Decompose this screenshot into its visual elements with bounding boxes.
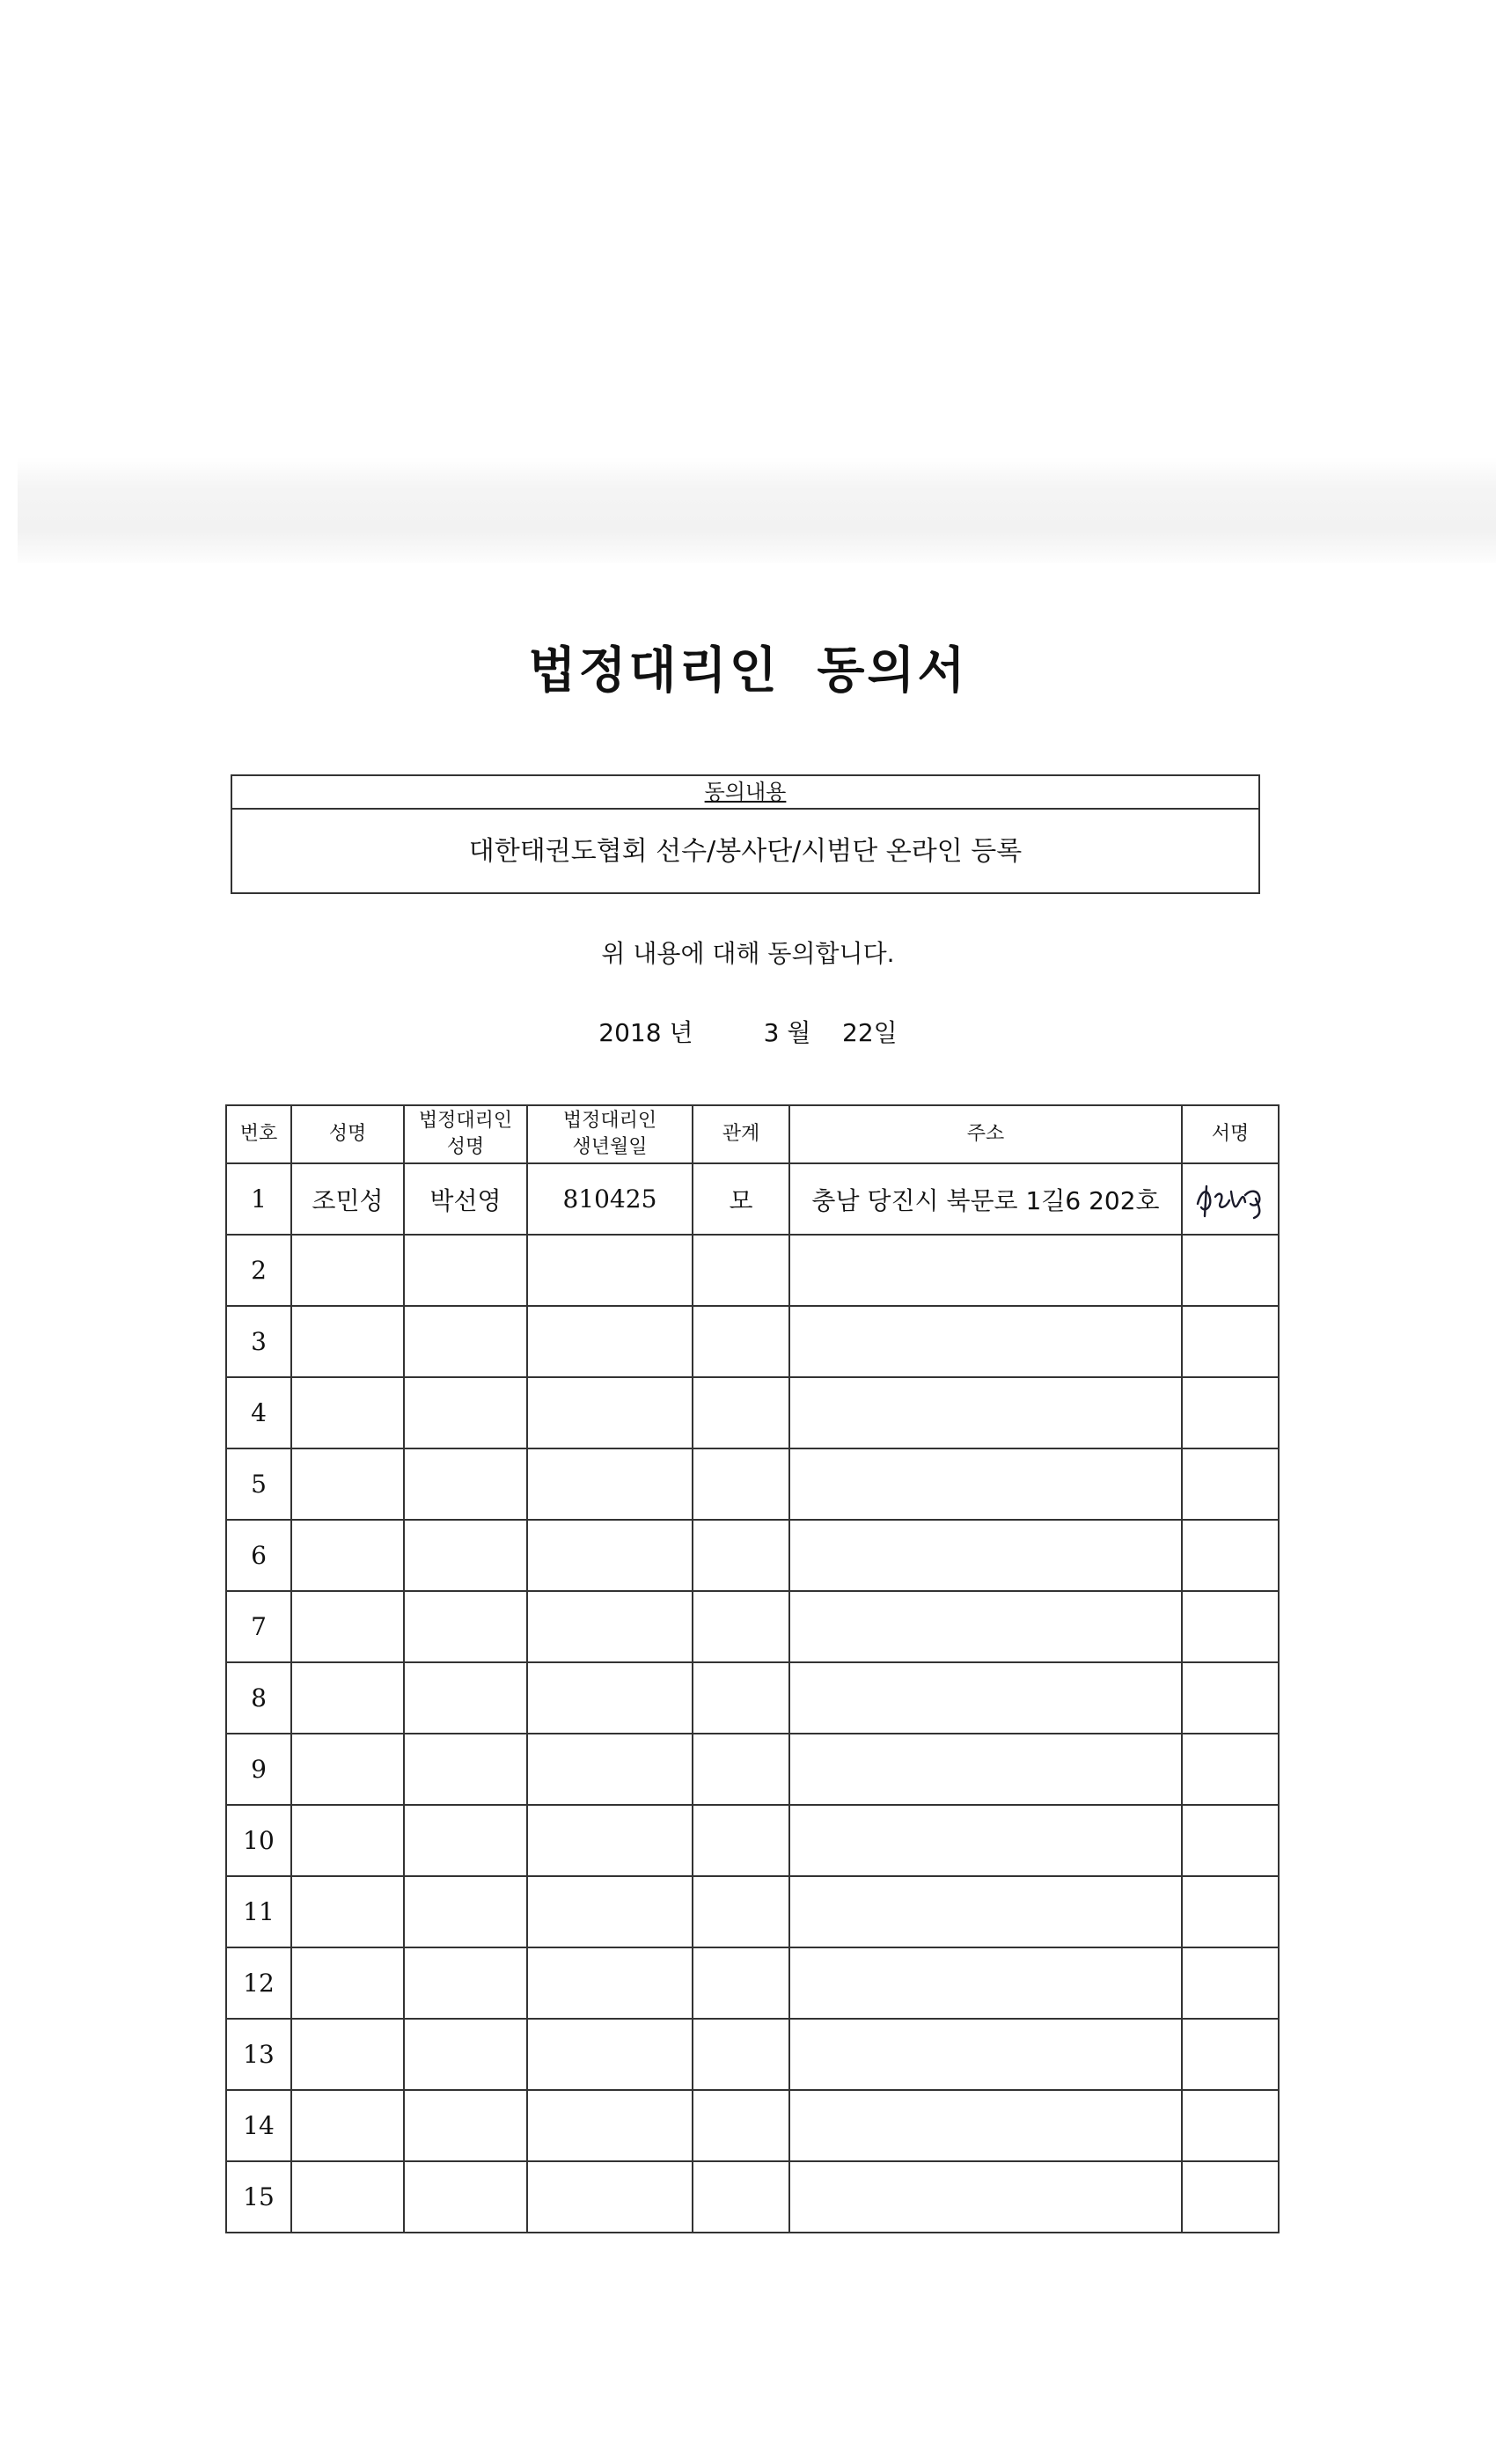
cell-number: 7 bbox=[226, 1591, 291, 1662]
cell-signature bbox=[1182, 1805, 1279, 1876]
cell-guardian-birth bbox=[527, 1591, 693, 1662]
cell-guardian-birth: 810425 bbox=[527, 1163, 693, 1235]
cell-name bbox=[291, 2161, 404, 2233]
cell-signature bbox=[1182, 1520, 1279, 1591]
cell-relation bbox=[693, 1662, 789, 1734]
cell-relation bbox=[693, 1591, 789, 1662]
cell-address bbox=[789, 1805, 1182, 1876]
cell-address bbox=[789, 1520, 1182, 1591]
cell-guardian-name bbox=[404, 1520, 527, 1591]
cell-signature bbox=[1182, 1235, 1279, 1306]
table-row bbox=[226, 1876, 1279, 1947]
header-guardian-name-line1: 법정대리인 bbox=[418, 1110, 513, 1132]
cell-address bbox=[789, 1306, 1182, 1377]
cell-name bbox=[291, 2019, 404, 2090]
cell-number: 14 bbox=[226, 2090, 291, 2161]
cell-number: 2 bbox=[226, 1235, 291, 1306]
header-guardian-birth-line2: 생년월일 bbox=[572, 1136, 648, 1158]
cell-guardian-name bbox=[404, 1734, 527, 1805]
date-month: 3 bbox=[763, 1018, 780, 1047]
header-address: 주소 bbox=[789, 1105, 1182, 1163]
cell-number: 12 bbox=[226, 1947, 291, 2019]
consent-content: 대한태권도협회 선수/봉사단/시범단 온라인 등록 bbox=[468, 836, 1023, 867]
cell-relation bbox=[693, 2019, 789, 2090]
cell-guardian-name bbox=[404, 2019, 527, 2090]
table-row bbox=[226, 1377, 1279, 1448]
cell-name bbox=[291, 1235, 404, 1306]
cell-address bbox=[789, 1377, 1182, 1448]
table-row bbox=[226, 1947, 1279, 2019]
table-row bbox=[226, 2090, 1279, 2161]
cell-number: 6 bbox=[226, 1520, 291, 1591]
header-number: 번호 bbox=[226, 1105, 291, 1163]
cell-signature bbox=[1182, 2090, 1279, 2161]
cell-signature bbox=[1182, 1662, 1279, 1734]
consent-box bbox=[231, 774, 1260, 894]
date-year: 2018 bbox=[598, 1018, 662, 1047]
cell-address bbox=[789, 2161, 1182, 2233]
cell-address bbox=[789, 1876, 1182, 1947]
cell-name bbox=[291, 1876, 404, 1947]
table-header-row bbox=[226, 1105, 1279, 1163]
header-signature: 서명 bbox=[1182, 1105, 1279, 1163]
cell-guardian-name bbox=[404, 1662, 527, 1734]
scan-shading bbox=[18, 458, 1496, 563]
cell-signature bbox=[1182, 1377, 1279, 1448]
cell-number: 13 bbox=[226, 2019, 291, 2090]
cell-guardian-name bbox=[404, 1377, 527, 1448]
header-relation: 관계 bbox=[693, 1105, 789, 1163]
date-year-unit: 년 bbox=[669, 1018, 693, 1047]
cell-address bbox=[789, 1734, 1182, 1805]
cell-guardian-birth bbox=[527, 1734, 693, 1805]
cell-guardian-name bbox=[404, 2090, 527, 2161]
cell-guardian-name bbox=[404, 1947, 527, 2019]
header-guardian-birth bbox=[527, 1105, 693, 1163]
cell-name bbox=[291, 1306, 404, 1377]
table-row bbox=[226, 1805, 1279, 1876]
cell-address bbox=[789, 2019, 1182, 2090]
cell-guardian-birth bbox=[527, 2161, 693, 2233]
table-row bbox=[226, 1662, 1279, 1734]
header-guardian-name bbox=[404, 1105, 527, 1163]
cell-signature bbox=[1182, 1591, 1279, 1662]
cell-number: 15 bbox=[226, 2161, 291, 2233]
table-row bbox=[226, 2161, 1279, 2233]
cell-signature bbox=[1182, 1947, 1279, 2019]
cell-relation bbox=[693, 1734, 789, 1805]
table-row bbox=[226, 2019, 1279, 2090]
date-month-unit: 월 bbox=[787, 1018, 811, 1047]
cell-guardian-name bbox=[404, 1235, 527, 1306]
cell-address bbox=[789, 1448, 1182, 1520]
cell-guardian-name bbox=[404, 1448, 527, 1520]
cell-signature bbox=[1182, 2161, 1279, 2233]
cell-number: 1 bbox=[226, 1163, 291, 1235]
table-row bbox=[226, 1448, 1279, 1520]
date-day-unit: 일 bbox=[873, 1018, 898, 1047]
table-row bbox=[226, 1235, 1279, 1306]
agreement-statement: 위 내용에 대해 동의합니다. bbox=[601, 939, 895, 968]
handwritten-signature bbox=[1192, 1177, 1268, 1221]
agreement-date bbox=[0, 1014, 1496, 1049]
cell-number: 10 bbox=[226, 1805, 291, 1876]
cell-guardian-birth bbox=[527, 1377, 693, 1448]
cell-name bbox=[291, 1591, 404, 1662]
cell-address bbox=[789, 1947, 1182, 2019]
cell-signature bbox=[1182, 1448, 1279, 1520]
cell-number: 4 bbox=[226, 1377, 291, 1448]
cell-guardian-birth bbox=[527, 1947, 693, 2019]
cell-guardian-name bbox=[404, 1591, 527, 1662]
header-guardian-name-line2: 성명 bbox=[446, 1136, 485, 1158]
cell-name bbox=[291, 1947, 404, 2019]
cell-guardian-birth bbox=[527, 1520, 693, 1591]
cell-signature bbox=[1182, 1163, 1279, 1235]
cell-relation bbox=[693, 1377, 789, 1448]
cell-guardian-birth bbox=[527, 1662, 693, 1734]
cell-relation bbox=[693, 1448, 789, 1520]
cell-guardian-name bbox=[404, 1306, 527, 1377]
table-row bbox=[226, 1591, 1279, 1662]
cell-number: 5 bbox=[226, 1448, 291, 1520]
registration-table bbox=[225, 1104, 1280, 2233]
cell-name bbox=[291, 1377, 404, 1448]
cell-guardian-birth bbox=[527, 2090, 693, 2161]
cell-address: 충남 당진시 북문로 1길6 202호 bbox=[789, 1163, 1182, 1235]
cell-guardian-birth bbox=[527, 1235, 693, 1306]
date-day: 22 bbox=[842, 1018, 874, 1047]
cell-signature bbox=[1182, 1306, 1279, 1377]
cell-name bbox=[291, 1448, 404, 1520]
cell-relation bbox=[693, 2090, 789, 2161]
table-row bbox=[226, 1520, 1279, 1591]
consent-header-label: 동의내용 bbox=[704, 780, 787, 804]
consent-header bbox=[232, 776, 1258, 810]
cell-guardian-birth bbox=[527, 1448, 693, 1520]
cell-relation bbox=[693, 1520, 789, 1591]
cell-relation bbox=[693, 1947, 789, 2019]
cell-number: 11 bbox=[226, 1876, 291, 1947]
cell-name bbox=[291, 1662, 404, 1734]
table-row bbox=[226, 1163, 1279, 1235]
cell-guardian-name bbox=[404, 1876, 527, 1947]
cell-guardian-name bbox=[404, 2161, 527, 2233]
cell-name bbox=[291, 2090, 404, 2161]
cell-name bbox=[291, 1734, 404, 1805]
cell-signature bbox=[1182, 2019, 1279, 2090]
cell-relation bbox=[693, 1805, 789, 1876]
table-row bbox=[226, 1306, 1279, 1377]
cell-number: 3 bbox=[226, 1306, 291, 1377]
cell-signature bbox=[1182, 1876, 1279, 1947]
cell-address bbox=[789, 1235, 1182, 1306]
cell-address bbox=[789, 1662, 1182, 1734]
cell-guardian-birth bbox=[527, 1876, 693, 1947]
cell-guardian-birth bbox=[527, 1805, 693, 1876]
cell-name: 조민성 bbox=[291, 1163, 404, 1235]
cell-relation bbox=[693, 2161, 789, 2233]
header-guardian-birth-line1: 법정대리인 bbox=[562, 1110, 657, 1132]
cell-relation: 모 bbox=[693, 1163, 789, 1235]
document-title: 법정대리인 동의서 bbox=[528, 642, 968, 700]
header-name: 성명 bbox=[291, 1105, 404, 1163]
cell-signature bbox=[1182, 1734, 1279, 1805]
cell-guardian-birth bbox=[527, 2019, 693, 2090]
cell-relation bbox=[693, 1306, 789, 1377]
cell-number: 9 bbox=[226, 1734, 291, 1805]
cell-address bbox=[789, 2090, 1182, 2161]
cell-number: 8 bbox=[226, 1662, 291, 1734]
cell-relation bbox=[693, 1235, 789, 1306]
cell-name bbox=[291, 1520, 404, 1591]
cell-address bbox=[789, 1591, 1182, 1662]
cell-guardian-birth bbox=[527, 1306, 693, 1377]
cell-guardian-name bbox=[404, 1805, 527, 1876]
table-row bbox=[226, 1734, 1279, 1805]
cell-guardian-name: 박선영 bbox=[404, 1163, 527, 1235]
cell-name bbox=[291, 1805, 404, 1876]
cell-relation bbox=[693, 1876, 789, 1947]
